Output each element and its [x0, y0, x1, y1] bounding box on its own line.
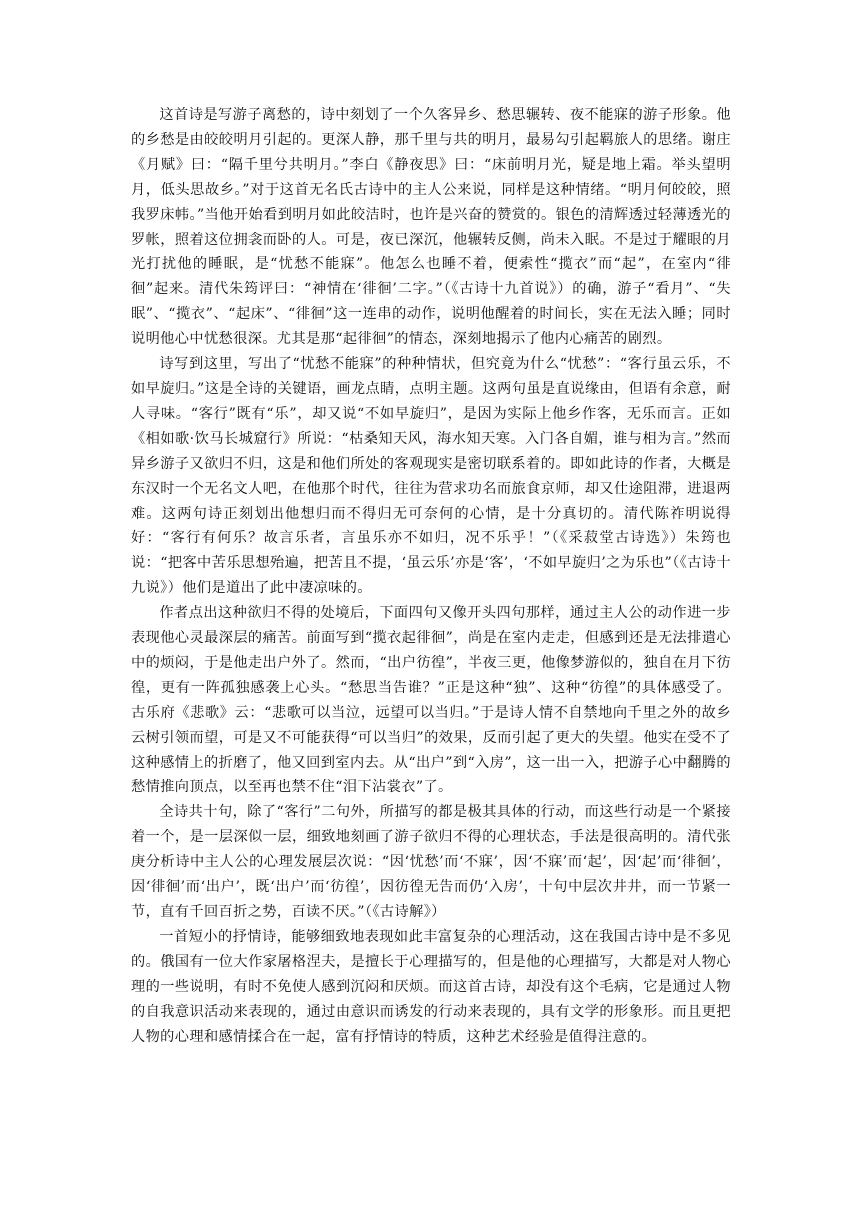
paragraph-3: 作者点出这种欲归不得的处境后，下面四句又像开头四句那样，通过主人公的动作进一步表现他心灵最深层的痛苦。前面写到“揽衣起徘徊”，尚是在室内走走，但感到还是无法排遣心中的烦闷，于是他走出户外了。然而，“出户彷徨”，半夜三更，他像梦游似的，独自在月下彷徨，更有一阵孤独感袭上心头。“愁思当告谁？”正是这种“独”、这种“彷徨”的具体感受了。古乐府《悲歌》云：“悲歌可以当泣，远望可以当归。”于是诗人情不自禁地向千里之外的故乡云树引领而望，可是又不可能获得“可以当归”的效果，反而引起了更大的失望。他实在受不了这种感情上的折磨了，他又回到室内去。从“出户”到“入房”，这一出一入，把游子心中翻腾的愁情推向顶点，以至再也禁不住“泪下沾裳衣”了。 — [131, 605, 731, 796]
paragraph-1: 这首诗是写游子离愁的，诗中刻划了一个久客异乡、愁思辗转、夜不能寐的游子形象。他的乡愁是由皎皎明月引起的。更深人静，那千里与共的明月，最易勾引起羁旅人的思绪。谢庄《月赋》曰：“隔千里兮共明月。”李白《静夜思》曰：“床前明月光，疑是地上霜。举头望明月，低头思故乡。”对于这首无名氏古诗中的主人公来说，同样是这种情绪。“明月何皎皎，照我罗床帏。”当他开始看到明月如此皎洁时，也许是兴奋的赞赏的。银色的清辉透过轻薄透光的罗帐，照着这位拥衾而卧的人。可是，夜已深沉，他辗转反侧，尚未入眠。不是过于耀眼的月光打扰他的睡眠，是“忧愁不能寐”。他怎么也睡不着，便索性“揽衣”而“起”，在室内“徘徊”起来。清代朱筠评曰：“神情在‘徘徊’二字。”（《古诗十九首说》）的确，游子“看月”、“失眠”、“揽衣”、“起床”、“徘徊”这一连串的动作，说明他醒着的时间长，实在无法入睡；同时说明他心中忧愁很深。尤其是那“起徘徊”的情态，深刻地揭示了他内心痛苦的剧烈。 — [131, 107, 731, 348]
article-body — [131, 103, 731, 1049]
paragraph-4: 全诗共十句，除了“客行”二句外，所描写的都是极其具体的行动，而这些行动是一个紧接着一个，是一层深似一层，细致地刻画了游子欲归不得的心理状态，手法是很高明的。清代张庚分析诗中主人公的心理发展层次说：“因‘忧愁’而‘不寐’，因‘不寐’而‘起’，因‘起’而‘徘徊’，因‘徘徊’而‘出户’，既‘出户’而‘彷徨’，因彷徨无告而仍‘入房’，十句中层次井井，而一节紧一节，直有千回百折之势，百读不厌。”（《古诗解》） — [131, 804, 731, 920]
paragraph-5: 一首短小的抒情诗，能够细致地表现如此丰富复杂的心理活动，这在我国古诗中是不多见的。俄国有一位大作家屠格涅夫，是擅长于心理描写的，但是他的心理描写，大都是对人物心理的一些说明，有时不免使人感到沉闷和厌烦。而这首古诗，却没有这个毛病，它是通过人物的自我意识活动来表现的，通过由意识而诱发的行动来表现的，具有文学的形象形。而且更把人物的心理和感情揉合在一起，富有抒情诗的特质，这种艺术经验是值得注意的。 — [131, 928, 731, 1045]
paragraph-2: 诗写到这里，写出了“忧愁不能寐”的种种情状，但究竟为什么“忧愁”：“客行虽云乐，不如早旋归。”这是全诗的关键语，画龙点睛，点明主题。这两句虽是直说缘由，但语有余意，耐人寻味。“客行”既有“乐”，却又说“不如早旋归”，是因为实际上他乡作客，无乐而言。正如《相如歌·饮马长城窟行》所说：“枯桑知天风，海水知天寒。入门各自媚，谁与相为言。”然而异乡游子又欲归不归，这是和他们所处的客观现实是密切联系着的。即如此诗的作者，大概是东汉时一个无名文人吧，在他那个时代，往往为营求功名而旅食京师，却又仕途阻滞，进退两难。这两句诗正刻划出他想归而不得归无可奈何的心情，是十分真切的。清代陈祚明说得好：“客行有何乐？故言乐者，言虽乐亦不如归，况不乐乎！”（《采菽堂古诗选》）朱筠也说：“把客中苦乐思想殆遍，把苦且不提，‘虽云乐’亦是‘客’，‘不如早旋归’之为乐也”（《古诗十九说》）他们是道出了此中凄凉味的。 — [131, 356, 731, 597]
